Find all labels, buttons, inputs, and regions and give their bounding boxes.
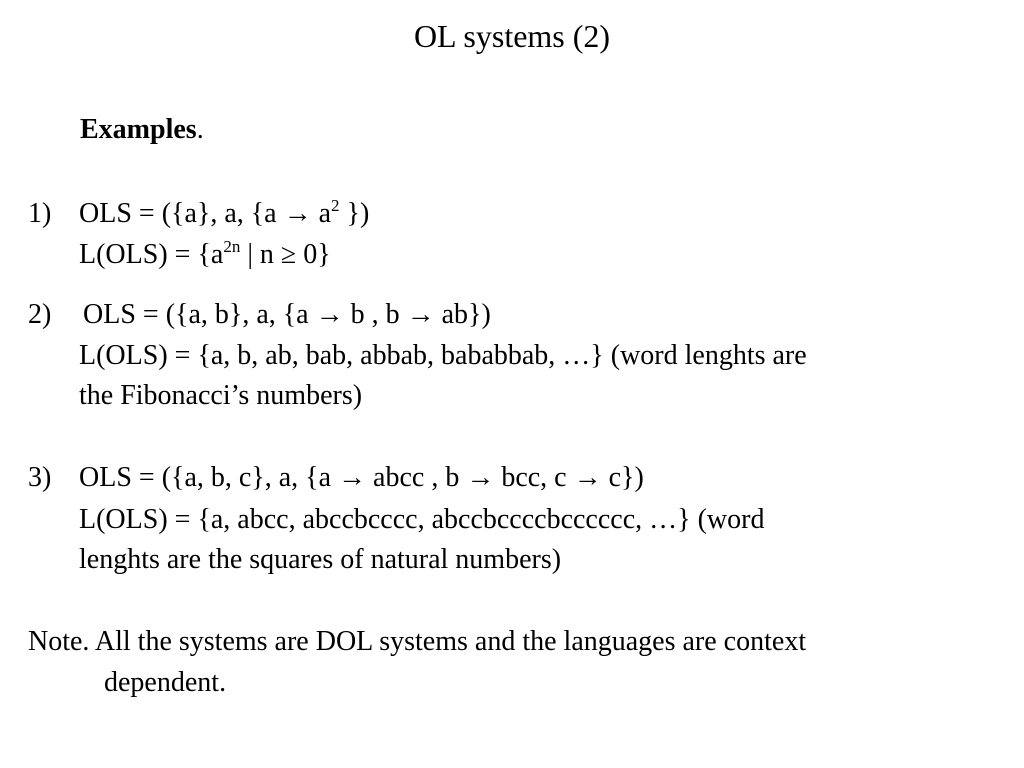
example-2-language-line-1: L(OLS) = {a, b, ab, bab, abbab, bababbab, …} (word lenghts are — [79, 340, 807, 371]
example-3-system: OLS = ({a, b, c}, a, {a → abcc , b → bcc, c → c}) — [79, 462, 644, 493]
example-1-language-text: L(OLS) = {a — [79, 239, 224, 270]
example-1-number: 1) — [28, 198, 52, 229]
example-1-system-close: }) — [339, 198, 370, 229]
note-line-1: Note. All the systems are DOL systems and the languages are context — [28, 626, 807, 657]
example-1-system — [79, 196, 370, 229]
example-3-language-line-1: L(OLS) = {a, abcc, abccbcccc, abccbccccbcccccc, …} (word — [79, 504, 765, 535]
example-2-system: OLS = ({a, b}, a, {a → b , b → ab}) — [83, 299, 491, 330]
example-1-system-text: OLS = ({a}, a, {a → a — [79, 198, 332, 229]
examples-heading-label: Examples — [80, 114, 197, 145]
example-3-number: 3) — [28, 462, 52, 493]
example-1-language-exponent: 2n — [223, 237, 241, 256]
example-2-number: 2) — [28, 299, 52, 330]
example-1-language-condition: | n ≥ 0} — [240, 239, 331, 270]
example-2-language-line-2: the Fibonacci’s numbers) — [79, 380, 363, 411]
example-3-language-line-2: lenghts are the squares of natural numbers) — [79, 544, 562, 575]
examples-heading-punct: . — [196, 114, 204, 145]
example-1-system-exponent: 2 — [331, 196, 340, 215]
note-line-2: dependent. — [104, 667, 227, 698]
slide-title: OL systems (2) — [413, 18, 611, 54]
examples-heading — [80, 116, 204, 144]
example-1-language — [79, 237, 331, 270]
